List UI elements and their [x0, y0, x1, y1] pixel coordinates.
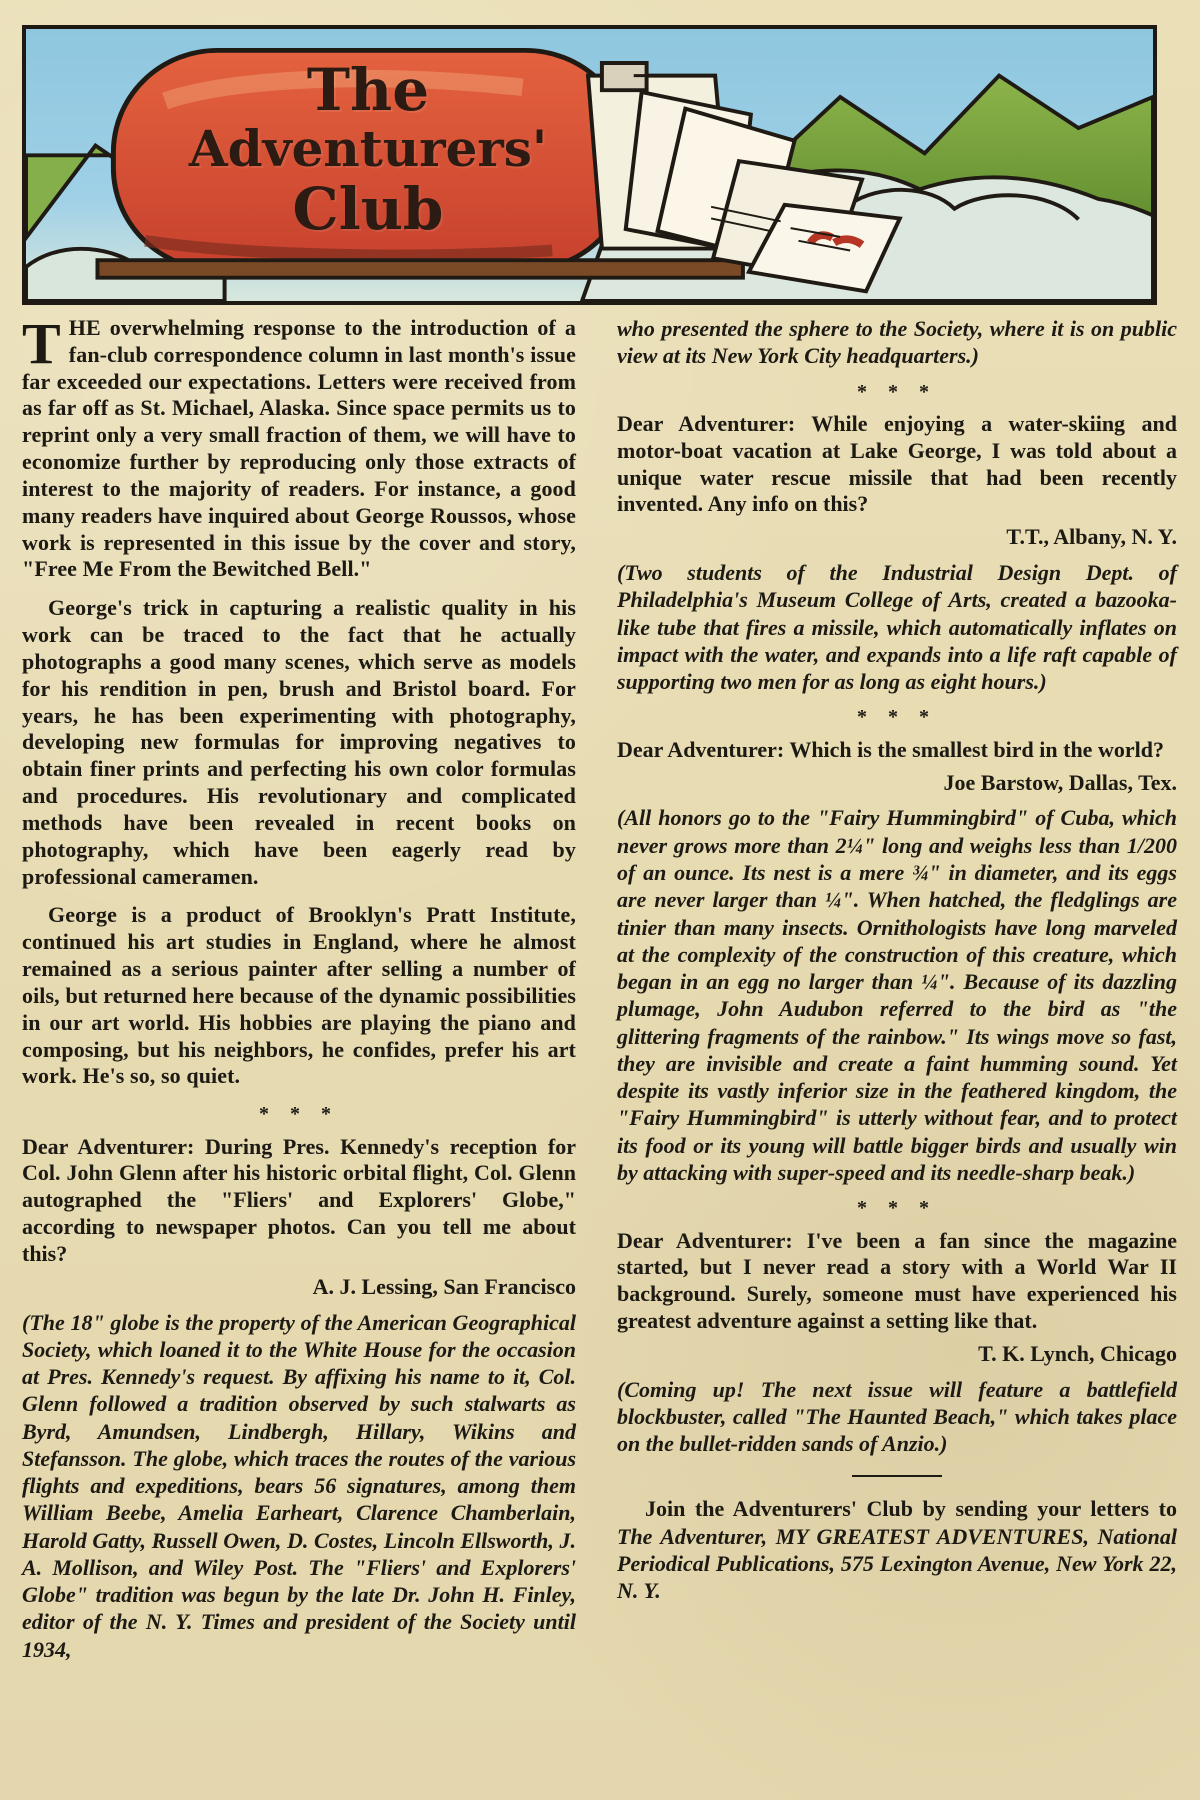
- letter-1-signature: A. J. Lessing, San Francisco: [312, 1273, 576, 1299]
- banner-title-line-3: Club: [292, 175, 444, 244]
- banner-title-line-2: Adventurers': [188, 119, 548, 179]
- join-prefix: Join the Adventurers' Club by sending your letters to: [645, 1496, 1177, 1522]
- letter-3-question: Dear Adventurer: Which is the smallest bird in the world?: [617, 736, 1164, 762]
- separator-2: * * *: [857, 380, 937, 403]
- adventurers-club-banner: [22, 25, 1157, 305]
- letter-2-signature: T.T., Albany, N. Y.: [1006, 524, 1177, 550]
- separator-3: * * *: [857, 706, 937, 729]
- letter-4-reply: (Coming up! The next issue will feature a battlefield blockbuster, called "The Haunted Beach," which takes place on the bullet-ridden sands of Anzio.): [617, 1376, 1177, 1457]
- letter-3-signature: Joe Barstow, Dallas, Tex.: [943, 769, 1177, 795]
- separator-4: * * *: [857, 1197, 937, 1220]
- right-column: [617, 315, 1177, 1605]
- lead-paragraph: [22, 311, 576, 583]
- join-instructions: [617, 1495, 1177, 1604]
- letter-1-reply-part-1: (The 18" globe is the property of the American Geographical Society, which loaned it to the White House for the occasion at Pres. Kennedy's request. By affixing his name to it, Col. Glenn followed a tradition observed by such stalwarts as Byrd, Amundsen, Lindbergh, Hillary, Wikins and Stefansson. The globe, which traces the routes of the various flights and expeditions, bears 56 signatures, among them William Beebe, Amelia Earheart, Clarence Chamberlain, Harold Gatty, Russell Owen, D. Costes, Lincoln Ellsworth, J. A. Mollison, and Wiley Post. The "Fliers' and Explorers' Globe" tradition was begun by the late Dr. John H. Finley, editor of the N. Y. Times and president of the Society until 1934,: [22, 1309, 576, 1662]
- letter-1-question: Dear Adventurer: During Pres. Kennedy's reception for Col. John Glenn after his historic orbital flight, Col. Glenn autographed the "Fliers' and Explorers' Globe," according to newspaper photos. Can you tell me about this?: [22, 1133, 576, 1266]
- banner-title-line-1: The: [306, 56, 430, 124]
- article-paragraph-3: George is a product of Brooklyn's Pratt Institute, continued his art studies in England, where he almost remained as a serious painter after selling a number of oils, but returned here because of the dynamic possibilities in our art world. His hobbies are playing the piano and composing, but his neighbors, he confides, prefer his art work. He's so, so quiet.: [22, 902, 576, 1089]
- letter-2-reply: (Two students of the Industrial Design Dept. of Philadelphia's Museum College of Arts, created a bazooka-like tube that fires a missile, which automatically inflates on impact with the water, and expands into a life raft capable of supporting two men for as long as eight hours.): [617, 560, 1177, 695]
- lead-text: HE overwhelming response to the introduction of a fan-club correspondence column in last month's issue far exceeded our expectations. Letters were received from as far off as St. Michael, Alaska. Since space permits us to reprint only a very small fraction of them, we will have to economize further by reproducing only those extracts of interest to the majority of readers. For instance, a good many readers have inquired about George Roussos, whose work is represented in this issue by the cover and story, "Free Me From the Bewitched Bell.": [22, 315, 576, 582]
- letter-4-signature: T. K. Lynch, Chicago: [978, 1340, 1177, 1366]
- banner-title: [138, 56, 598, 244]
- separator-1: * * *: [259, 1103, 339, 1126]
- dropcap-letter: T: [22, 311, 61, 376]
- section-rule: [852, 1475, 942, 1477]
- letter-3-reply: (All honors go to the "Fairy Hummingbird" of Cuba, which never grows more than 2¼" long and weighs less than 1/200 of an ounce. Its nest is a mere ¾" in diameter, and its eggs are never larger than ¼". When hatched, the fledglings are tinier than many insects. Ornithologists have long marveled at the complexity of the construction of this creature, which began in an egg no larger than ¼". Because of its dazzling plumage, John Audubon referred to the bird as "the glittering fragments of the rainbow." Its wings move so fast, they are invisible and create a faint humming sound. Yet despite its vastly inferior size in the feathered kingdom, the "Fairy Hummingbird" is utterly without fear, and to protect its food or its young will battle bigger birds and usually win by attacking with super-speed and its needle-sharp beak.): [617, 805, 1177, 1185]
- letter-4-question: Dear Adventurer: I've been a fan since the magazine started, but I never read a story with a World War II background. Surely, someone must have experienced his greatest adventure against a setting like that.: [617, 1227, 1177, 1334]
- letter-1-reply-part-2: who presented the sphere to the Society, where it is on public view at its New York City headquarters.): [617, 316, 1177, 369]
- two-column-article: [22, 311, 1177, 1780]
- join-address: The Adventurer, MY GREATEST ADVENTURES, National Periodical Publications, 575 Lexington Avenue, New York 22, N. Y.: [617, 1523, 1177, 1604]
- article-paragraph-2: George's trick in capturing a realistic quality in his work can be traced to the fact that he actually photographs a good many scenes, which serve as models for his rendition in pen, brush and Bristol board. For years, he has been experimenting with photography, developing new formulas for improving negatives to obtain finer prints and perfecting his own color formulas and procedures. His revolutionary and complicated methods have been revealed in recent books on photography, which have been eagerly read by professional cameramen.: [22, 595, 576, 889]
- letter-2-question: Dear Adventurer: While enjoying a water-skiing and motor-boat vacation at Lake George, I was told about a unique water rescue missile that had been recently invented. Any info on this?: [617, 410, 1177, 517]
- left-column: [22, 311, 576, 1673]
